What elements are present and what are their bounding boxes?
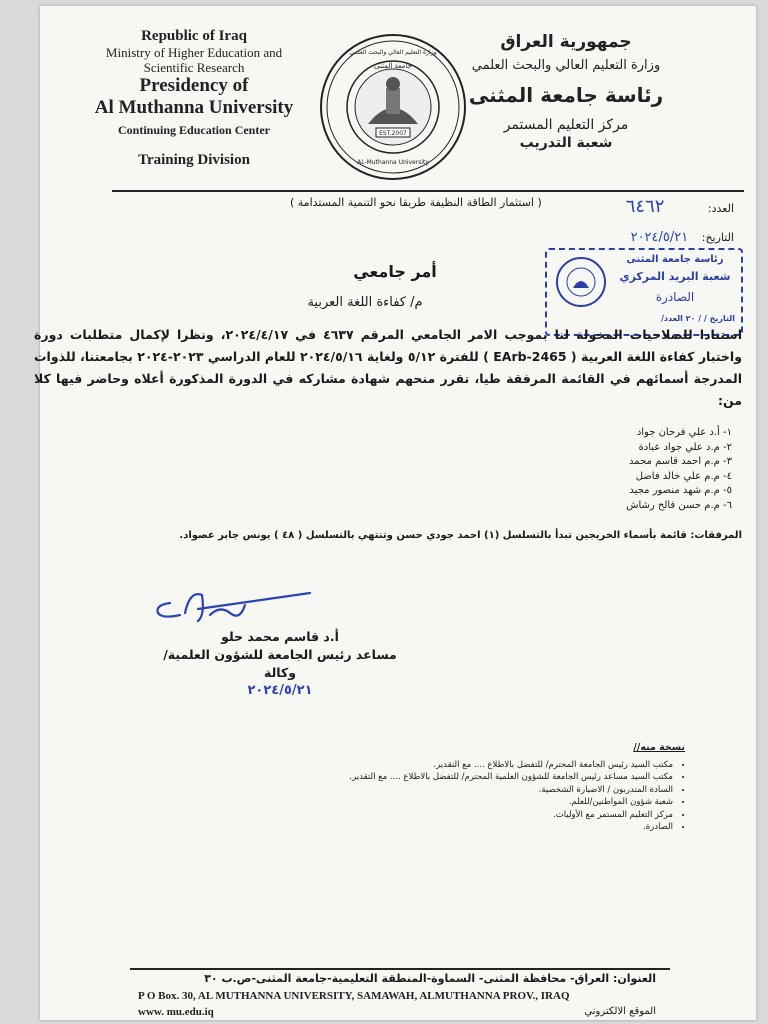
stamp-seal-icon <box>555 256 607 308</box>
order-title: أمر جامعي <box>353 262 437 281</box>
list-item: • مكتب السيد رئيس الجامعة المحترم/ للتفضل بالاطلاع .... مع التقدير. <box>345 759 673 772</box>
presidency-en-line1: Presidency of <box>139 75 249 96</box>
svg-text:وزارة التعليم العالي والبحث ال: وزارة التعليم العالي والبحث العلمي <box>349 49 437 56</box>
ministry-ar: وزارة التعليم العالي والبحث العلمي <box>471 58 661 73</box>
svg-text:AL-Muthanna University: AL-Muthanna University <box>357 159 429 166</box>
footer-website: www. mu.edu.iq <box>138 1006 214 1018</box>
header-divider <box>112 190 744 192</box>
list-item: • الصادرة. <box>345 821 673 834</box>
republic-ar: جمهورية العراق <box>500 32 632 52</box>
reference-value: ٦٤٦٢ <box>625 196 665 217</box>
reference-number <box>626 196 734 217</box>
date-value: ٢٠٢٤/٥/٢١ <box>630 230 689 245</box>
header-arabic <box>446 32 686 151</box>
list-item: • مكتب السيد مساعد رئيس الجامعة للشؤون العلمية المحترم/ للتفضل بالاطلاع .... مع التقدير. <box>345 771 673 784</box>
republic-en: Republic of Iraq <box>141 28 247 44</box>
list-item: ٤- م.م علي خالد فاضل <box>635 470 732 482</box>
lecturers-list <box>492 426 732 513</box>
header-english <box>84 28 304 169</box>
footer-website-label: الموقع الالكتروني <box>584 1006 656 1017</box>
svg-text:EST.2007: EST.2007 <box>379 130 407 137</box>
attachments-note: المرفقات: قائمة بأسماء الخريجين تبدأ بالتسلسل (١) احمد جودي حسن وتنتهي بالتسلسل ( ٤٨ ) يونس جابر عصواد. <box>179 530 742 541</box>
signature-date: ٢٠٢٤/٥/٢١ <box>247 683 313 698</box>
division-en: Training Division <box>138 152 250 168</box>
footer-divider <box>130 968 670 970</box>
division-ar: شعبة التدريب <box>519 135 613 151</box>
document-date <box>631 230 734 245</box>
reference-label: العدد: <box>707 202 734 215</box>
center-ar: مركز التعليم المستمر <box>503 117 629 133</box>
footer-address-en: P O Box. 30, AL MUTHANNA UNIVERSITY, SAMAWAH, ALMUTHANNA PROV., IRAQ <box>138 990 570 1002</box>
presidency-en-line2: Al Muthanna University <box>94 97 294 118</box>
slogan: ( استثمار الطاقة النظيفة طريقا نحو التنمية المستدامة ) <box>290 196 542 209</box>
signer-name: أ.د قاسم محمد حلو <box>221 629 339 644</box>
center-en: Continuing Education Center <box>117 123 271 137</box>
order-subject: م/ كفاءة اللغة العربية <box>307 295 423 310</box>
list-item: ٢- م.د علي جواد عبادة <box>638 441 732 453</box>
copies-section <box>345 742 685 834</box>
list-item: ٣- م.م احمد قاسم محمد <box>629 456 732 467</box>
ministry-en-line2: Scientific Research <box>143 60 245 75</box>
list-item: ١- أ.د علي فرحان جواد <box>636 427 732 438</box>
date-label: التاريخ: <box>701 231 734 244</box>
post-office-stamp: رئاسة جامعة المثنى شعبة البريد المركزي الصادرة التاريخ / / ٢٠ العدد/ <box>545 248 743 336</box>
copies-heading: نسخة منه// <box>633 742 685 753</box>
ministry-en-line1: Ministry of Higher Education and <box>105 45 283 60</box>
presidency-ar: رئاسة جامعة المثنى <box>468 83 664 107</box>
list-item: ٥- م.م شهد منصور مجيد <box>629 485 732 496</box>
list-item: • شعبة شؤون المواطنين/للعلم. <box>345 796 673 809</box>
copies-list <box>345 759 685 834</box>
list-item: ٦- م.م حسن فالح رشاش <box>626 499 732 511</box>
signer-title: مساعد رئيس الجامعة للشؤون العلمية/ وكالة <box>163 647 397 680</box>
footer-address-ar: العنوان: العراق- محافظة المثنى- السماوة-المنطقة التعليمية-جامعة المثنى-ص.ب ٣٠ <box>204 972 656 985</box>
signature-block <box>150 628 410 700</box>
svg-text:جامعة المثنى: جامعة المثنى <box>374 62 412 70</box>
order-body: استنادا للصلاحيات المخولة لنا بموجب الامر الجامعي المرقم ٤٦٣٧ في ٢٠٢٤/٤/١٧، ونظرا لإكمال متطلبات دورة واختبار كفاءة اللغة العربية ( EArb-2465 ) للفترة ٥/١٢ ولغاية ٢٠٢٤/٥/١٦ للعام الدراسي ٢٠٢٣-٢٠٢٤ بجامعتنا، للذوات المدرجة أسمائهم في القائمة المرفقة طيا، تقرر منحهم شهادة مشاركه في الدورة المذكورة أعلاه وحاضر فيها كلا من: <box>34 327 742 408</box>
list-item: • السادة المتدربون / الاضبارة الشخصية. <box>345 784 673 797</box>
list-item: • مركز التعليم المستمر مع الأوليات. <box>345 809 673 822</box>
